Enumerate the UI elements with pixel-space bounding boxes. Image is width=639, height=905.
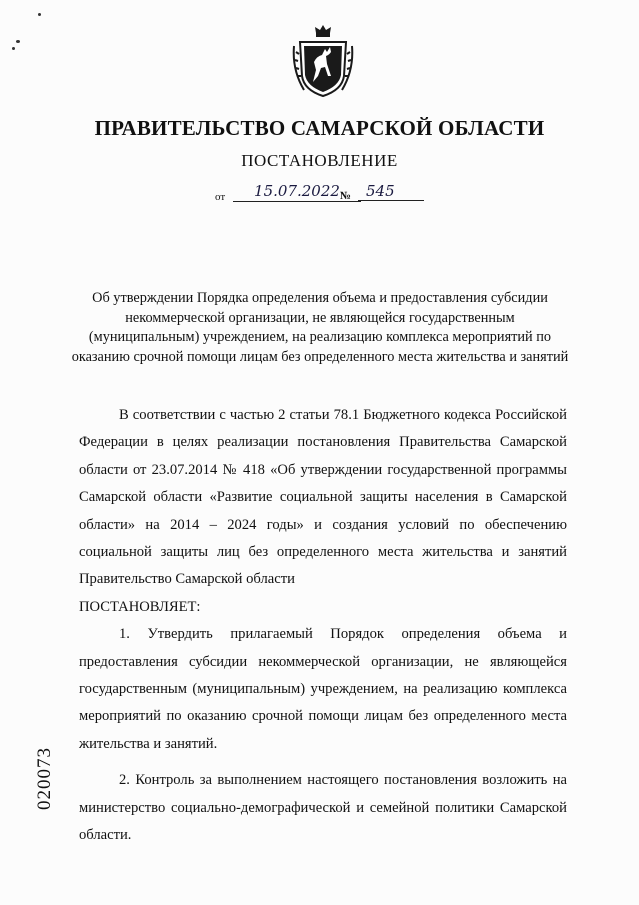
item-2-paragraph: 2. Контроль за выполнением настоящего постановления возложить на министерство социально-демографической и семейной политики Самарской области. <box>79 772 567 844</box>
document-body <box>79 402 567 850</box>
item-1-paragraph: 1. Утвердить прилагаемый Порядок определения объема и предоставления субсидии некоммерческой организации, не являющейся государственным (муниципальным) учреждением, на реализацию комплекса мероприятий по оказанию срочной помощи лицам без определенного места жительства и занятий. <box>79 626 567 752</box>
document-date: 15.07.2022 <box>233 182 361 202</box>
document-subject: Об утверждении Порядка определения объема и предоставления субсидии некоммерческой организации, не являющейся государственным (муниципальным) учреждением, на реализацию комплекса мероприятий по оказанию срочной помощи лицам без определенного места жительства и занятий <box>71 290 569 365</box>
scan-speck <box>12 47 15 50</box>
scan-speck <box>16 40 20 43</box>
dateline <box>215 182 435 208</box>
resolves-heading: ПОСТАНОВЛЯЕТ: <box>79 598 201 615</box>
document-type: ПОСТАНОВЛЕНИЕ <box>241 151 398 170</box>
date-prefix: от <box>215 191 226 203</box>
number-sign: № <box>340 190 352 202</box>
samara-coat-of-arms-icon <box>292 22 354 98</box>
government-title: ПРАВИТЕЛЬСТВО САМАРСКОЙ ОБЛАСТИ <box>94 116 545 140</box>
scan-speck <box>38 13 41 16</box>
side-serial-code: 020073 <box>34 747 55 810</box>
preamble-paragraph: В соответствии с частью 2 статьи 78.1 Бюджетного кодекса Российской Федерации в целях реализации постановления Правительства Самарской области от 23.07.2014 № 418 «Об утверждении государственной программы Самарской области «Развитие социальной защиты населения в Самарской области» на 2014 – 2024 годы» и создания условий по обеспечению социальной защиты лиц без определенного места жительства и занятий Правительство Самарской области <box>79 407 567 588</box>
document-number: 545 <box>358 182 424 201</box>
